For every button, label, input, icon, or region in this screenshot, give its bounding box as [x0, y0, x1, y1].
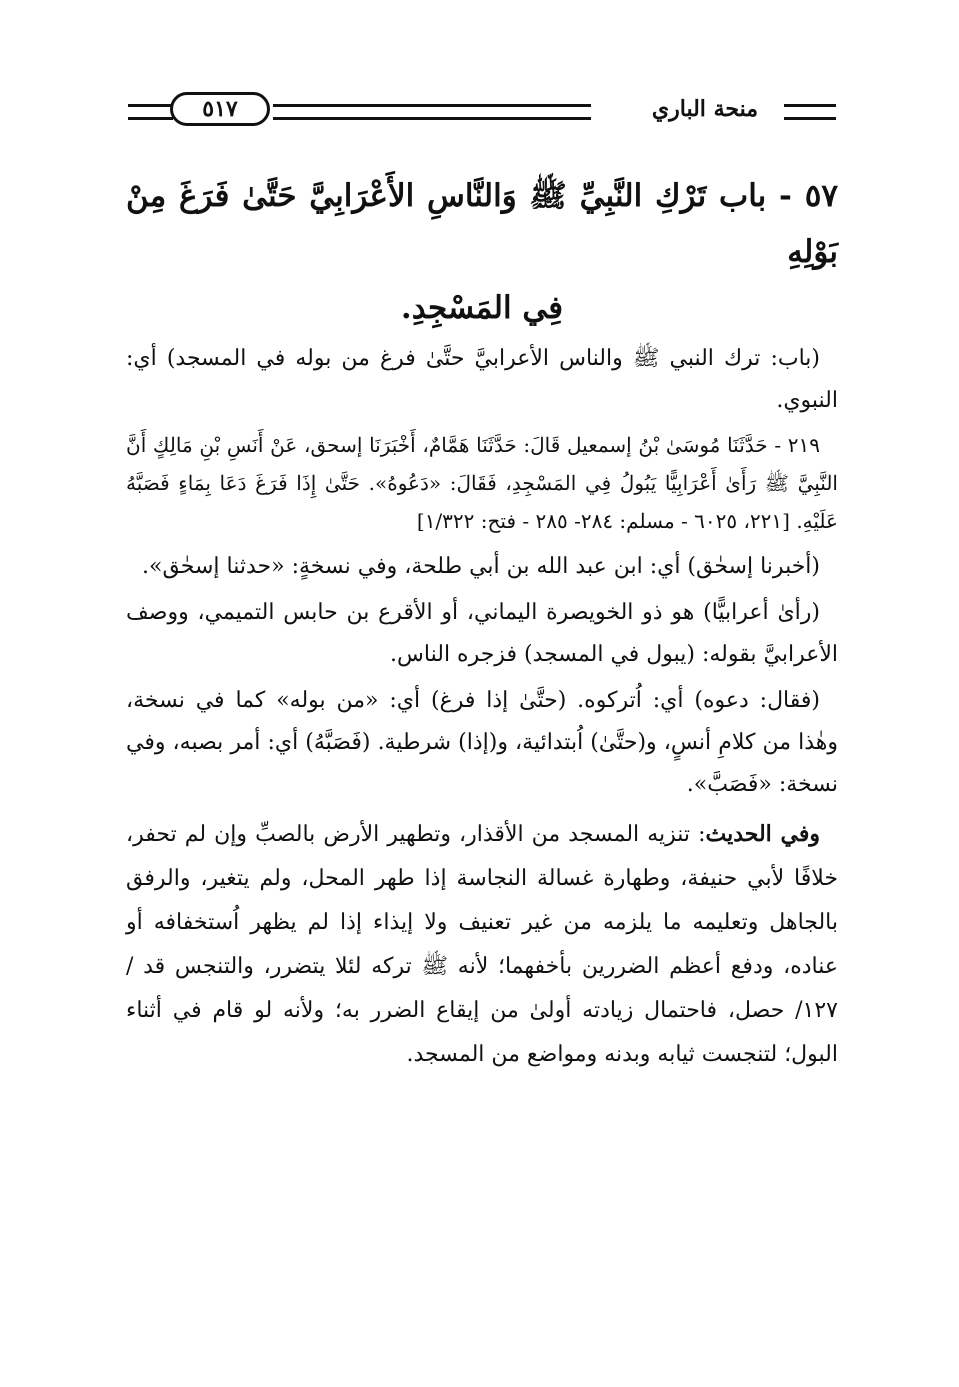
commentary-text: : تنزيه المسجد من الأقذار، وتطهير الأرض بالصبِّ وإن لم تحفر، خلافًا لأبي حنيفة، وطهارة غسالة النجاسة إذا طهر المحل، ولم يتغير، والرفق بالجاهل وتعليمه ما يلزمه من غير تعنيف ولا إيذاء إذا لم يظهر اُستخفافه أو عناده، ودفع أعظم الضررين بأخفهما؛ لأنه ﷺ تركه لئلا يتضرر، والتنجس قد /١٢٧/ حصل، فاحتمال زيادته أولىٰ من إيقاع الضرر به؛ ولأنه لو قام في أثناء البول؛ لتنجست ثيابه وبدنه ومواضع من المسجد. — [126, 822, 838, 1067]
hadith-text: ٢١٩ - حَدَّثَنَا مُوسَىٰ بْنُ إسمعيل قَالَ: حَدَّثَنَا هَمَّامٌ، أَخْبَرَنَا إسحق، عَنْ أَنَسِ بْنِ مَالِكٍ أَنَّ النَّبِيَّ ﷺ رَأَىٰ أَعْرَابِيًّا يَبُولُ فِي المَسْجِدِ، فَقَالَ: «دَعُوهُ». حَتَّىٰ إِذَا فَرَغَ دَعَا بِمَاءٍ فَصَبَّهُ عَلَيْهِ. [٢٢١، ٦٠٢٥ - مسلم: ٢٨٤- ٢٨٥ - فتح: ١/٣٢٢] — [126, 433, 838, 533]
chapter-heading-line1: ٥٧ - باب تَرْكِ النَّبِيِّ ﷺ وَالنَّاسِ الأَعْرَابِيَّ حَتَّىٰ فَرَغَ مِنْ بَوْلِهِ — [126, 178, 838, 270]
explanation-paragraph: (أخبرنا إسحٰق) أي: ابن عبد الله بن أبي طلحة، وفي نسخةٍ: «حدثنا إسحٰق». — [141, 554, 820, 579]
page-header — [128, 92, 836, 132]
chapter-heading — [126, 168, 838, 336]
book-title: منحة الباري — [651, 96, 758, 122]
explanation-paragraph: (رأىٰ أعرابيًّا) هو ذو الخويصرة اليماني، أو الأقرع بن حابس التميمي، ووصف الأعرابيَّ بقوله: (يبول في المسجد) فزجره الناس. — [126, 600, 838, 667]
page-body — [126, 168, 838, 1077]
header-ornament-left — [128, 104, 173, 120]
explanation-paragraph: (فقال: دعوه) أي: اُتركوه. (حتَّىٰ إذا فرغ) أي: «من بوله» كما في نسخة، وهٰذا من كلامِ أنسٍ، و(حتَّىٰ) اُبتدائية، و(إذا) شرطية. (فَصَبَّهُ) أي: أمر بصبه، وفي نسخة: «فَصَبَّ». — [126, 688, 838, 797]
header-ornament-right — [784, 104, 836, 120]
page-number: ٥١٧ — [170, 92, 270, 126]
commentary-paragraph — [126, 812, 838, 1077]
header-rule — [273, 104, 591, 120]
chapter-heading-line2: فِي المَسْجِدِ. — [400, 290, 564, 326]
chapter-explanation: (باب: ترك النبي ﷺ والناس الأعرابيَّ حتَّىٰ فرغ من بوله في المسجد) أي: النبوي. — [126, 346, 838, 413]
commentary-lead: وفي الحديث — [705, 821, 820, 847]
